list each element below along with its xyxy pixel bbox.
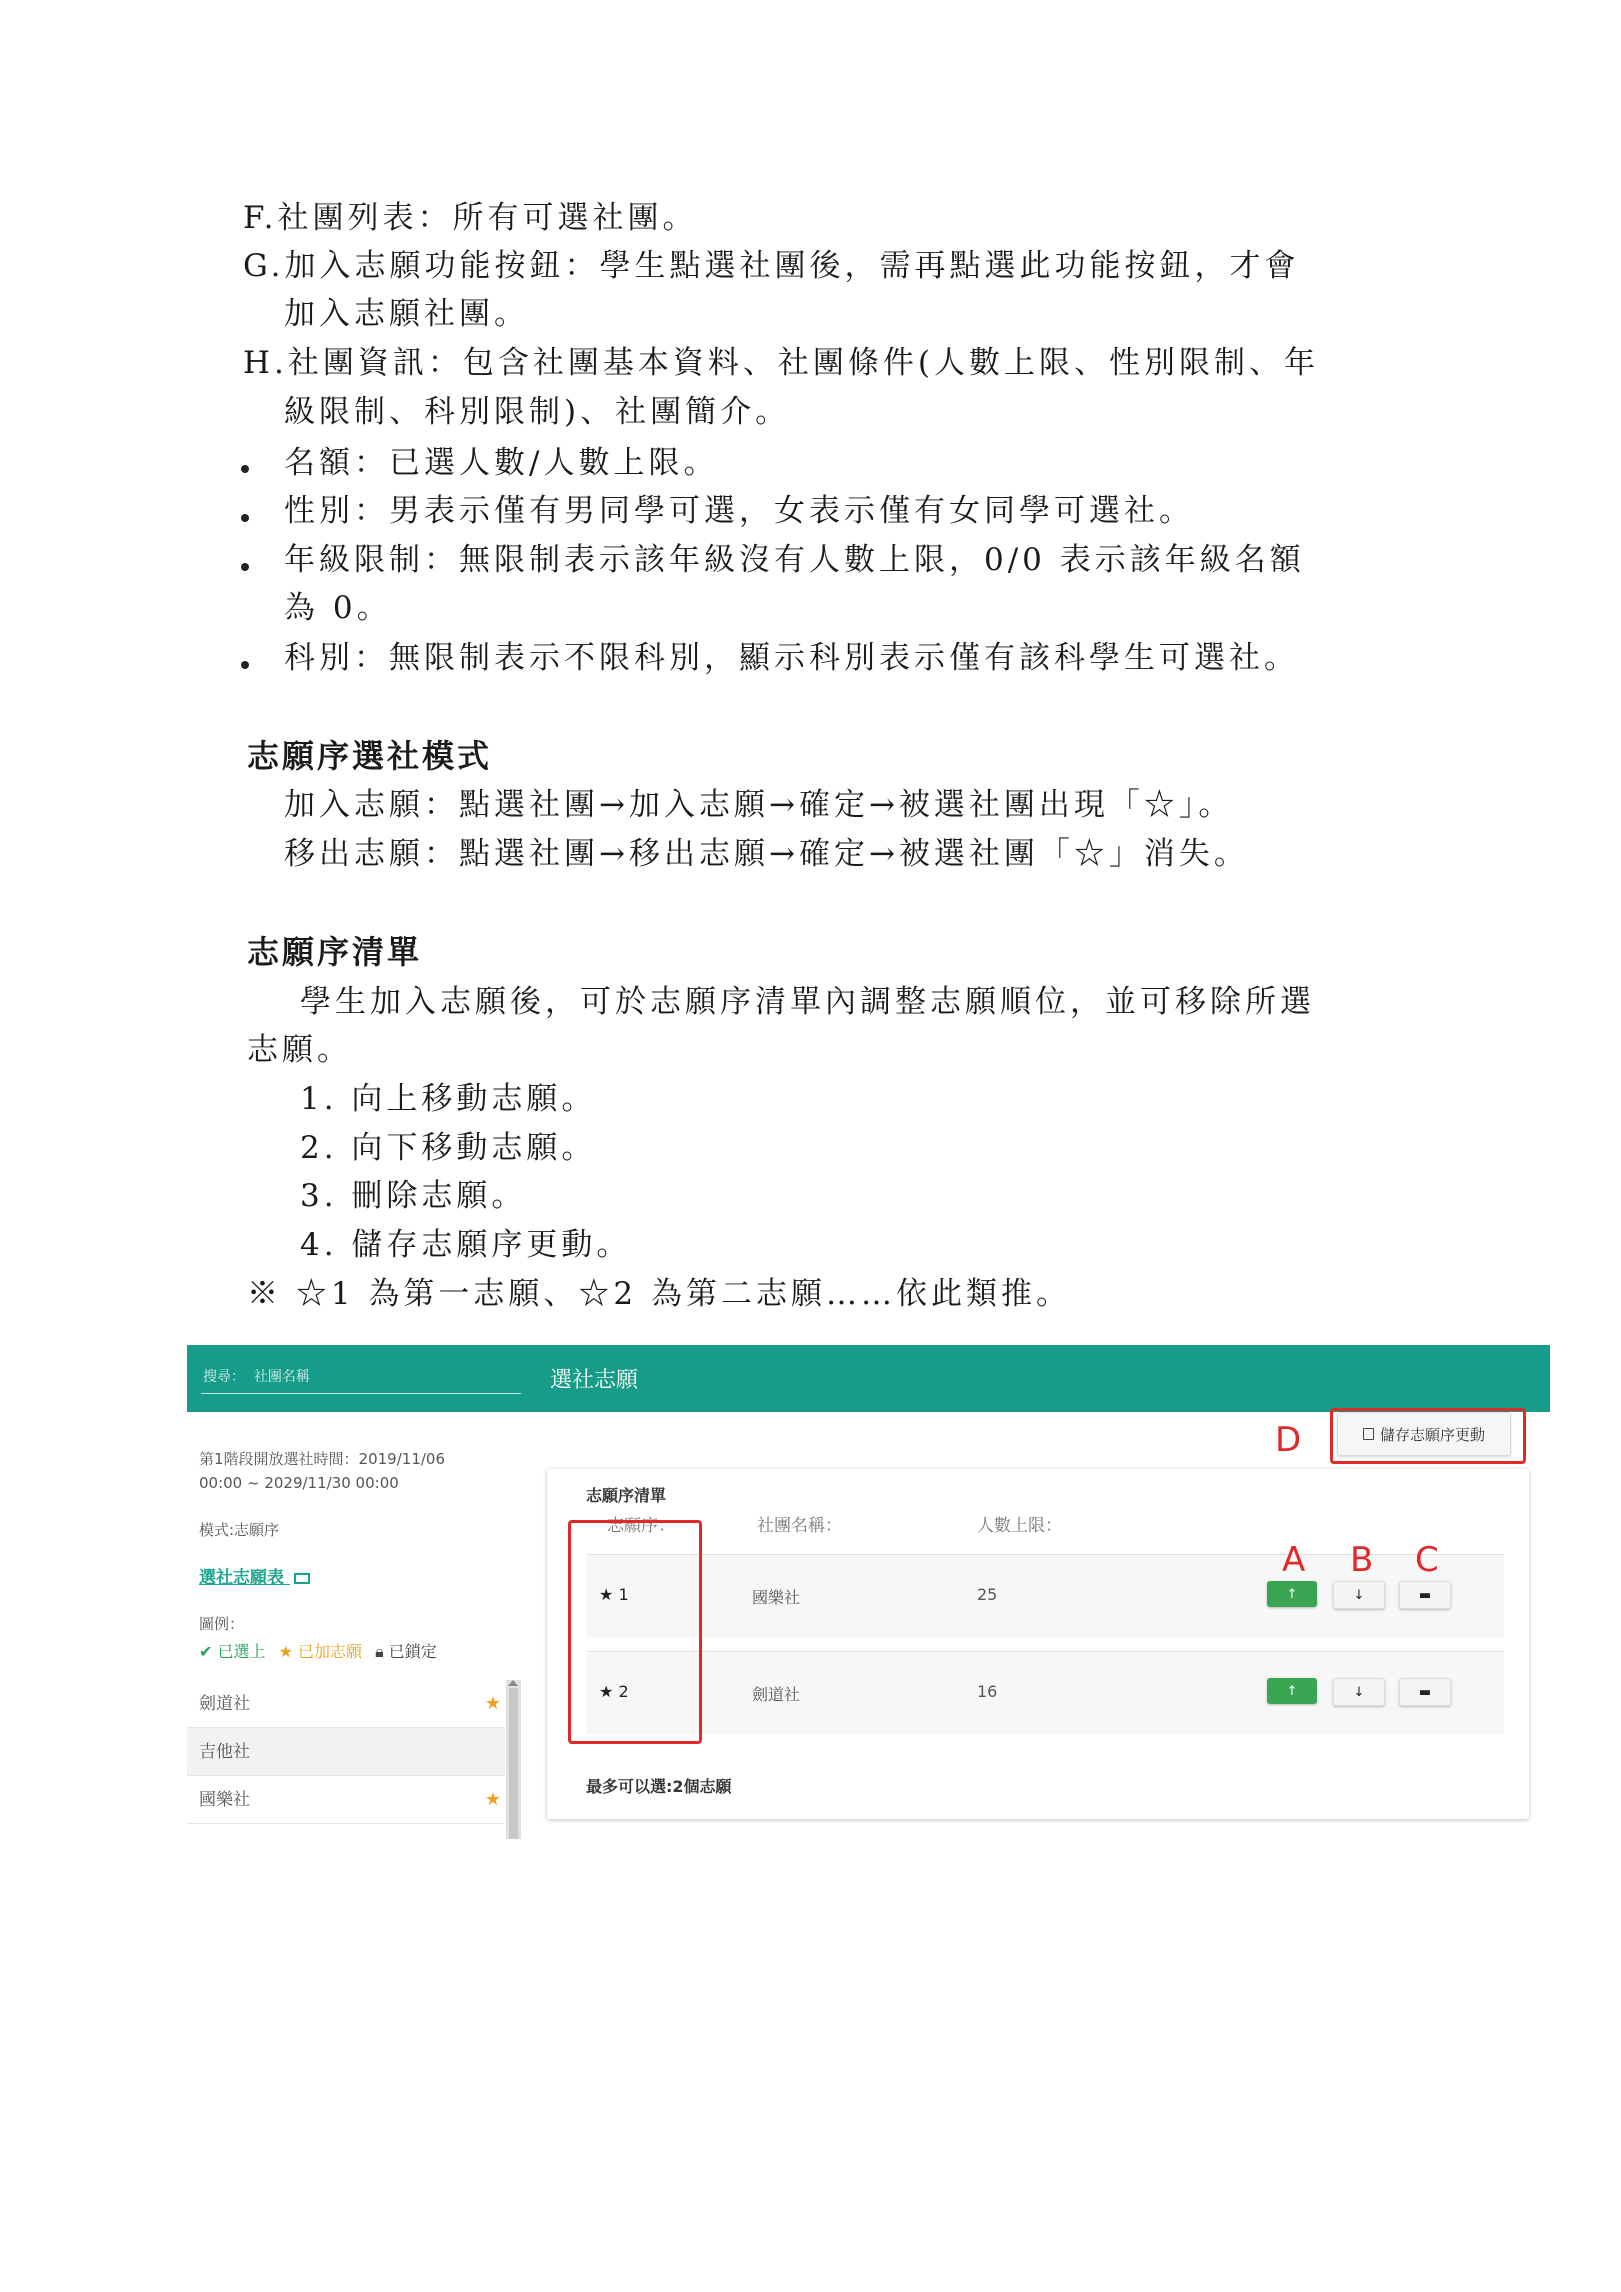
doc-line-g: G.加入志願功能按鈕：學生點選社團後，需再點選此功能按鈕，才會 <box>243 248 1300 284</box>
doc-bullet-grade-cont: 為 0。 <box>284 590 392 626</box>
max-wish-note: 最多可以選:2個志願 <box>586 1777 732 1796</box>
save-icon <box>1363 1428 1374 1440</box>
wish-limit: 16 <box>977 1682 998 1701</box>
search-input[interactable] <box>201 1363 515 1391</box>
legend-locked: 已鎖定 <box>388 1642 437 1661</box>
period-text-2: 00:00 ~ 2029/11/30 00:00 <box>199 1474 399 1492</box>
move-up-button[interactable]: ↑ <box>1267 1678 1317 1704</box>
check-icon: ✔ <box>199 1642 213 1661</box>
doc-line-h: H.社團資訊：包含社團基本資料、社團條件(人數上限、性別限制、年 <box>243 345 1319 381</box>
doc-list-intro-cont: 志願。 <box>247 1032 352 1068</box>
wish-order-number: 1 <box>618 1585 629 1604</box>
doc-bullet-quota: 名額：已選人數/人數上限。 <box>284 445 719 481</box>
delete-wish-button[interactable]: ▬ <box>1399 1581 1451 1609</box>
wish-order-number: 2 <box>618 1682 629 1701</box>
club-name: 劍道社 <box>199 1694 250 1714</box>
bullet <box>241 514 249 522</box>
doc-line-h-cont: 級限制、科別限制)、社團簡介。 <box>284 394 791 430</box>
scrollbar[interactable] <box>506 1680 521 1839</box>
table-icon <box>294 1573 310 1584</box>
panel-title: 志願序清單 <box>586 1486 667 1505</box>
doc-list-item-3: 3. 刪除志願。 <box>300 1178 527 1214</box>
legend-selected: 已選上 <box>217 1642 266 1661</box>
wish-club-name: 國樂社 <box>752 1588 801 1607</box>
lock-icon: 🔒︎ <box>375 1642 384 1661</box>
doc-mode-remove: 移出志願：點選社團→移出志願→確定→被選社團「☆」消失。 <box>284 836 1249 872</box>
annotation-d: D <box>1275 1420 1302 1460</box>
move-up-button[interactable]: ↑ <box>1267 1581 1317 1607</box>
highlight-order-column <box>568 1520 702 1744</box>
bullet <box>241 465 249 473</box>
search-box <box>201 1359 521 1394</box>
doc-list-item-1: 1. 向上移動志願。 <box>300 1081 597 1117</box>
doc-bullet-gender: 性別：男表示僅有男同學可選，女表示僅有女同學可選社。 <box>284 493 1194 529</box>
delete-wish-button[interactable]: ▬ <box>1399 1678 1451 1706</box>
club-item[interactable] <box>187 1776 505 1824</box>
mode-text: 模式:志願序 <box>199 1521 280 1539</box>
heading-wish-mode: 志願序選社模式 <box>247 737 493 775</box>
doc-list-item-2: 2. 向下移動志願。 <box>300 1130 597 1166</box>
page-title: 選社志願 <box>550 1368 639 1393</box>
club-item[interactable] <box>187 1680 505 1728</box>
club-name: 國樂社 <box>199 1790 250 1810</box>
save-order-label: 儲存志願序更動 <box>1379 1425 1485 1444</box>
scroll-thumb[interactable] <box>509 1688 518 1839</box>
move-down-button[interactable]: ↓ <box>1333 1678 1385 1706</box>
doc-list-note: ※ ☆1 為第一志願、☆2 為第二志願……依此類推。 <box>247 1276 1072 1312</box>
save-order-button[interactable] <box>1337 1412 1511 1456</box>
app-screenshot <box>187 1345 1550 1839</box>
club-item[interactable] <box>187 1728 505 1776</box>
annotation-a: A <box>1282 1540 1306 1580</box>
doc-mode-add: 加入志願：點選社團→加入志願→確定→被選社團出現「☆」。 <box>284 787 1234 823</box>
bullet <box>241 661 249 669</box>
doc-list-intro: 學生加入志願後，可於志願序清單內調整志願順位，並可移除所選 <box>300 984 1315 1020</box>
legend-wished: 已加志願 <box>298 1642 363 1661</box>
legend <box>199 1639 437 1662</box>
star-icon: ★ <box>484 1693 501 1714</box>
top-bar <box>187 1345 1550 1412</box>
move-down-button[interactable]: ↓ <box>1333 1581 1385 1609</box>
col-head-order: 志願序： <box>607 1516 675 1536</box>
wish-club-name: 劍道社 <box>752 1685 801 1704</box>
wish-table-label: 選社志願表 <box>199 1568 284 1588</box>
star-icon: ★ <box>484 1789 501 1810</box>
period-text: 第1階段開放選社時間：2019/11/06 <box>199 1450 445 1468</box>
scroll-up-icon[interactable] <box>508 1680 518 1686</box>
legend-label: 圖例： <box>199 1615 245 1633</box>
star-icon: ★ <box>599 1585 614 1604</box>
col-head-name: 社團名稱： <box>757 1516 842 1536</box>
doc-bullet-grade: 年級限制：無限制表示該年級沒有人數上限，0/0 表示該年級名額 <box>284 542 1305 578</box>
star-icon: ★ <box>278 1642 293 1661</box>
annotation-b: B <box>1350 1540 1374 1580</box>
bullet <box>241 563 249 571</box>
wish-limit: 25 <box>977 1585 998 1604</box>
wish-row[interactable] <box>587 1651 1504 1734</box>
sidebar <box>187 1412 521 1839</box>
doc-line-g-cont: 加入志願社團。 <box>284 296 529 332</box>
star-icon: ★ <box>599 1682 614 1701</box>
doc-bullet-dept: 科別：無限制表示不限科別，顯示科別表示僅有該科學生可選社。 <box>284 640 1299 676</box>
col-head-limit: 人數上限： <box>977 1516 1062 1536</box>
doc-line-f: F.社團列表：所有可選社團。 <box>243 200 698 236</box>
heading-wish-list: 志願序清單 <box>247 933 423 971</box>
doc-list-item-4: 4. 儲存志願序更動。 <box>300 1227 632 1263</box>
club-name: 吉他社 <box>199 1742 250 1762</box>
annotation-c: C <box>1415 1540 1439 1580</box>
wish-table-link[interactable] <box>199 1563 310 1588</box>
